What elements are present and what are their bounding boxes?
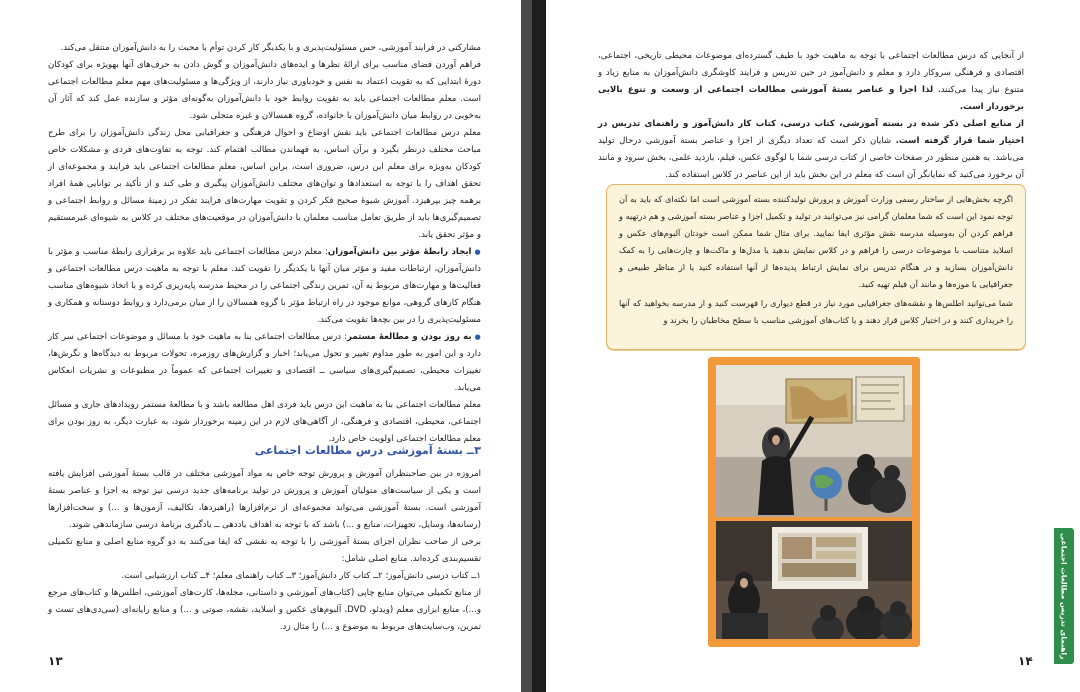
paragraph-text: شایان ذکر است که تعداد دیگری از اجزا و عناصر بسته آموزشی درحال تولید می‌باشد. به همین منظور در صفحات خاصی از کتاب درسی شما با لوگوی عکس، فیلم، بازدید علمی، بخش سرود و مانند آن برخورد می‌کنید که نمایانگر آن است که معلم در این بخش باید از این عناصر در کلاس استفاده کند. <box>598 136 1024 180</box>
page-gutter-right <box>532 0 546 692</box>
page-13 <box>0 0 521 692</box>
page-14-body <box>598 48 1024 184</box>
paragraph-text: از آنجایی که درس مطالعات اجتماعی با توجه به ماهیت خود با طیف گسترده‌ای موضوعات محیطی تاریخی، اجتماعی، اقتصادی و فرهنگی سروکار دارد و معلم و دانش‌آموز در حین تدریس و فرایند کاوشگری دانش‌آموزان به منابع زیاد و متنوع نیاز پیدا می‌کنند، <box>598 51 1024 95</box>
photo-frame <box>708 357 920 647</box>
paragraph: برخی از صاحب نظران اجزای بستهٔ آموزشی را با توجه به نقشی که ایفا می‌کنند به دو گروه منابع اصلی و منابع تکمیلی تقسیم‌بندی کرده‌اند. منابع اصلی شامل: <box>48 537 481 564</box>
paragraph <box>598 48 1024 116</box>
page-13-section-body <box>48 466 481 636</box>
paragraph: معلم مطالعات اجتماعی بنا به ماهیت این درس باید فردی اهل مطالعه باشد و با مطالعهٔ مستمر رویدادهای جاری و مسائل اجتماعی، محیطی، اقتصادی و فرهنگی، از آگاهی‌های لازم در این زمینه برخوردار شود، به عبارت دیگر، به روز بودن برای معلم مطالعات اجتماعی اولویت خاص دارد. <box>48 400 481 444</box>
page-13-body <box>48 40 481 448</box>
bullet-title: ● ایجاد رابطهٔ مؤثر بین دانش‌آموزان <box>328 247 481 257</box>
info-box <box>606 184 1026 350</box>
page-gutter-left <box>521 0 532 692</box>
section-title: ۳ــ بستهٔ آموزشی درس مطالعات اجتماعی <box>254 444 481 457</box>
paragraph: فراهم آوردن فضای مناسب برای ارائهٔ نظرها و ایده‌های دانش‌آموزان و گوش دادن به حرف‌های آنها بهویژه برای کودکان دورهٔ ابتدایی که به تقویت اعتماد به نفس و خودباوری نیاز دارند، از ویژگی‌ها و مسئولیت‌های مهم معلم مطالعات اجتماعی است. معلم مطالعات اجتماعی باید به تقویت روابط خود با دانش‌آموزان به‌گونه‌ای مؤثر و سازنده عمل کند که آثار آن به‌خوبی در روابط میان دانش‌آموزان با خانواده، گروه همسالان و غیره متجلی شود. <box>48 60 481 121</box>
paragraph: امروزه در بین صاحبنظران آموزش و پرورش توجه خاص به مواد آموزشی مختلف در قالب بستهٔ آموزشی افزایش یافته است و یکی از سیاست‌های متولیان آموزش و پرورش در تولید برنامه‌های جدید درسی نیز توجه به اجزا و عناصر بستهٔ آموزشی است. بستهٔ آموزشی می‌تواند مجموعه‌ای از نرم‌افزارها (راهبردها، تکالیف، آزمون‌ها و ...) و سخت‌افزارها (رسانه‌ها، وسایل، تجهیزات، منابع و ...) باشد که با توجه به اهداف یاددهی ــ یادگیری برنامهٔ درسی سازماندهی شوند. <box>48 469 481 530</box>
paragraph: معلم درس مطالعات اجتماعی باید نقش اوضاع و احوال فرهنگی و جغرافیایی محل زندگی دانش‌آموزان را برای طرح مباحث مختلف درنظر بگیرد و برآن اساس، به فهماندن مطالب اهتمام کند. توجه به تفاوت‌های فردی و مشکلات خاص کودکان به‌ویژه برای معلم این درس، ضروری است، براین اساس، معلم مطالعات اجتماعی باید فرایند و مجموعه‌ای از تحقق اهداف را با توجه به استعدادها و توان‌های مختلف دانش‌آموزان پیگیری و طی کند و از تأکید بر توانایی همهٔ افراد برهمه چیز بپرهیزد. آموزش شیوهٔ صحیح فکر کردن و تقویت مهارت‌های فرایند تفکر در زمینهٔ مسائل و روابط اجتماعی و تصمیم‌گیری‌ها باید از طریق تعامل مناسب معلمان با دانش‌آموزان در موقعیت‌های مختلف در کلاس به شیوه‌ای غیرمستقیم و مؤثر تحقق یابد. <box>48 128 481 240</box>
bullet-item <box>48 244 481 329</box>
side-tab-book-title: راهنمای تدریس مطالعات اجتماعی <box>1054 528 1074 664</box>
bullet-text: : معلم درس مطالعات اجتماعی باید علاوه بر برقراری رابطهٔ مناسب و مؤثر با دانش‌آموزان، ارتباطات مفید و مؤثر میان آنها با یکدیگر را تقویت کند. معلم با توجه به ماهیت درس مطالعات اجتماعی و فعالیت‌ها و مهارت‌های مربوط به آن، تمرین زندگی اجتماعی را در محیط مدرسه پایه‌ریزی کرده و با اتخاذ شیوه‌های مناسب هنگام کارهای گروهی، موانع موجود در راه ارتباط مؤثر با گروه همسالان را از میان برمی‌دارد و روابط دوستانه و همکاری و مسئولیت‌پذیری را در بین بچه‌ها تقویت می‌کند. <box>48 247 481 325</box>
classroom-projector-image <box>716 521 912 639</box>
paragraph <box>598 116 1024 184</box>
paragraph: مشارکتی در فرایند آموزشی، حس مسئولیت‌پذیری و با یکدیگر کار کردن توأم با محبت را به دانش‌آموزان منتقل می‌کند. <box>60 43 481 53</box>
bullet-title: ● به روز بودن و مطالعهٔ مستمر <box>347 332 481 342</box>
info-box-paragraph: شما می‌توانید اطلس‌ها و نقشه‌های جغرافیایی مورد نیاز در قطع دیواری را فهرست کنید و از مدرسه بخواهید که آنها را خریداری کنند و در اختیار کلاس قرار دهند و یا کتاب‌های آموزشی مناسب با سطح مخاطبان را بخرند و <box>619 298 1013 325</box>
info-box-paragraph: اگرچه بخش‌هایی از ساختار رسمی وزارت آموزش و پرورش تولیدکننده بسته آموزشی است اما نکته‌ای که باید به آن توجه نمود این است که شما معلمان گرامی نیز می‌توانید در تولید و تکمیل اجزا و عناصر بسته آموزشی و هم درتهیه و فراهم کردن آن به‌وسیله مدرسه نقش مؤثری ایفا نمایید. برای مثال شما ممکن است خودتان آلبوم‌های عکس و اسلاید متناسب با موضوعات درسی را فراهم و در کلاس نمایش بدهید یا مدل‌ها و ماکت‌ها و چارت‌هایی را به کمک دانش‌آموزان بسازید و در هنگام تدریس برای نمایش ارتباط پدیده‌ها از آنها استفاده کنید یا از مناظر طبیعی و جغرافیایی یا موزه‌ها و مانند آن فیلم تهیه کنید. <box>619 194 1013 289</box>
classroom-photo-projector <box>716 521 912 639</box>
bullet-text: : درس مطالعات اجتماعی بنا به ماهیت خود با مسائل و موضوعات اجتماعی سر کار دارد و این امور به طور مداوم تغییر و تحول می‌یابد؛ اخبار و گزارش‌های روزمره، تحولات مربوط به دیدگاه‌ها و نگرش‌ها، تغییرات محیطی، تصمیم‌گیری‌های سیاسی ــ اقتصادی و تغییرات اجتماعی که عموماً در مطبوعات و نشریات انعکاس می‌یابد. <box>48 332 481 393</box>
page-14 <box>546 0 1080 692</box>
classroom-map-image <box>716 365 912 517</box>
paragraph: ۱ــ کتاب درسی دانش‌آموز؛ ۲ــ کتاب کار دانش‌آموز؛ ۳ــ کتاب راهنمای معلم؛ ۴ــ کتاب ارزشیابی است. <box>121 571 481 581</box>
paragraph: از منابع تکمیلی می‌توان منابع چاپی (کتاب‌های آموزشی و داستانی، مجله‌ها، کارت‌های آموزشی، اطلس‌ها و کتاب‌های مرجع و...)، منابع ابزاری معلم (ویدئو، DVD، آلبوم‌های عکس و اسلاید، نقشه، صوتی و ...) و منابع رایانه‌ای (سی‌دی‌های تست و تمرین، وب‌سایت‌های مربوط به موضوع و ...) را مثال زد. <box>48 588 481 632</box>
bullet-item <box>48 329 481 397</box>
page-number: ۱۳ <box>48 654 63 668</box>
paragraph-bold: از منابع اصلی ذکر شده در بسته آموزشی، کتاب درسی، کتاب کار دانش‌آموز و راهنمای تدریس در اختیار شما قرار گرفته است. <box>598 119 1024 146</box>
paragraph-bold: لذا اجزا و عناصر بستهٔ آموزشی مطالعات اجتماعی از وسعت و تنوع بالایی برخوردار است. <box>598 85 1024 112</box>
classroom-photo-map <box>716 365 912 517</box>
page-number: ۱۴ <box>1018 654 1033 668</box>
